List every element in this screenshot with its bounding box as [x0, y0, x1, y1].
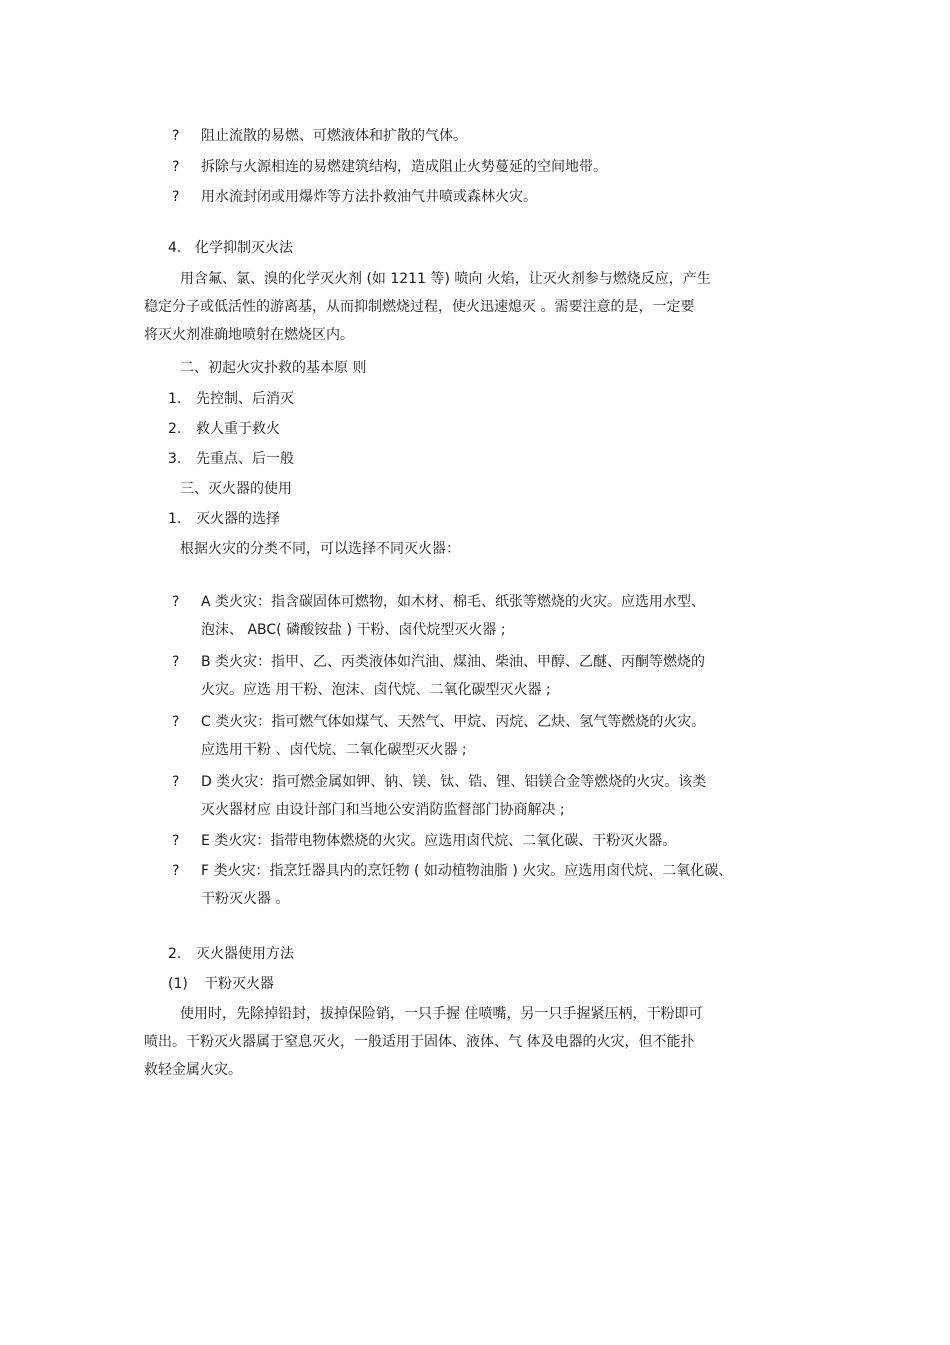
fire-class-line: F 类火灾：指烹饪器具内的烹饪物 ( 如动植物油脂 ) 火灾。应选用卤代烷、二氧化碳、 [201, 863, 733, 879]
bullet-marker: ? [172, 159, 180, 175]
fire-class-line: C 类火灾：指可燃气体如煤气、天然气、甲烷、丙烷、乙炔、氢气等燃烧的火灾。 [201, 714, 706, 730]
intro-text: 根据火灾的分类不同，可以选择不同灭火器： [180, 541, 460, 557]
fire-class-line: 灭火器材应 由设计部门和当地公安消防监督部门协商解决 ; [201, 802, 565, 818]
paragraph-line: 稳定分子或低活性的游离基，从而抑制燃烧过程，使火迅速熄灭 。需要注意的是，一定要 [144, 299, 695, 315]
list-item: 先重点、后一般 [196, 451, 294, 467]
bullet-marker: ? [172, 833, 180, 849]
list-number: 1. [168, 511, 182, 527]
fire-class-line: A 类火灾：指含碳固体可燃物，如木材、棉毛、纸张等燃烧的火灾。应选用水型、 [201, 594, 706, 610]
fire-class-line: 干粉灭火器 。 [201, 891, 290, 907]
subsection-heading: 灭火器使用方法 [196, 946, 294, 962]
bullet-marker: ? [172, 128, 180, 144]
section-heading: 三、灭火器的使用 [180, 481, 292, 497]
paragraph-line: 将灭火剂准确地喷射在燃烧区内。 [144, 327, 354, 343]
bullet-marker: ? [172, 714, 180, 730]
method-heading: 化学抑制灭火法 [195, 240, 293, 256]
bullet-marker: ? [172, 863, 180, 879]
subsection-heading: 干粉灭火器 [204, 976, 274, 992]
bullet-marker: ? [172, 594, 180, 610]
bullet-text: 用水流封闭或用爆炸等方法扑救油气井喷或森林火灾。 [201, 189, 537, 205]
list-number: 1. [168, 391, 182, 407]
paragraph-line: 喷出。干粉灭火器属于窒息灭火，一般适用于固体、液体、气 体及电器的火灾，但不能扑 [144, 1034, 695, 1050]
bullet-marker: ? [172, 774, 180, 790]
list-number: 2. [168, 946, 182, 962]
bullet-text: 拆除与火源相连的易燃建筑结构，造成阻止火势蔓延的空间地带。 [201, 159, 607, 175]
list-number: 2. [168, 421, 182, 437]
list-item: 先控制、后消灭 [196, 391, 294, 407]
list-number: (1) [168, 976, 188, 992]
fire-class-line: D 类火灾：指可燃金属如钾、钠、镁、钛、锆、锂、铝镁合金等燃烧的火灾。该类 [201, 774, 707, 790]
paragraph-line: 用含氟、氯、溴的化学灭火剂 (如 1211 等) 喷向 火焰，让灭火剂参与燃烧反应，产生 [180, 271, 711, 287]
list-number: 3. [168, 451, 182, 467]
list-item: 救人重于救火 [196, 421, 280, 437]
paragraph-line: 救轻金属火灾。 [144, 1062, 242, 1078]
fire-class-line: 泡沫、 ABC( 磷酸铵盐 ) 干粉、卤代烷型灭火器 ; [201, 622, 506, 638]
paragraph-line: 使用时，先除掉铅封，拔掉保险销，一只手握 住喷嘴，另一只手握紧压柄，干粉即可 [180, 1006, 703, 1022]
bullet-marker: ? [172, 654, 180, 670]
bullet-text: 阻止流散的易燃、可燃液体和扩散的气体。 [201, 128, 467, 144]
fire-class-line: E 类火灾：指带电物体燃烧的火灾。应选用卤代烷、二氧化碳、干粉灭火器。 [201, 833, 677, 849]
bullet-marker: ? [172, 189, 180, 205]
section-heading: 二、初起火灾扑救的基本原 则 [180, 360, 367, 376]
fire-class-line: B 类火灾：指甲、乙、丙类液体如汽油、煤油、柴油、甲醇、乙醚、丙酮等燃烧的 [201, 654, 706, 670]
fire-class-line: 应选用干粉 、卤代烷、二氧化碳型灭火器 ; [201, 742, 467, 758]
method-number: 4. [168, 240, 182, 256]
fire-class-line: 火灾。应选 用干粉、泡沫、卤代烷、二氧化碳型灭火器 ; [201, 682, 551, 698]
subsection-heading: 灭火器的选择 [196, 511, 280, 527]
